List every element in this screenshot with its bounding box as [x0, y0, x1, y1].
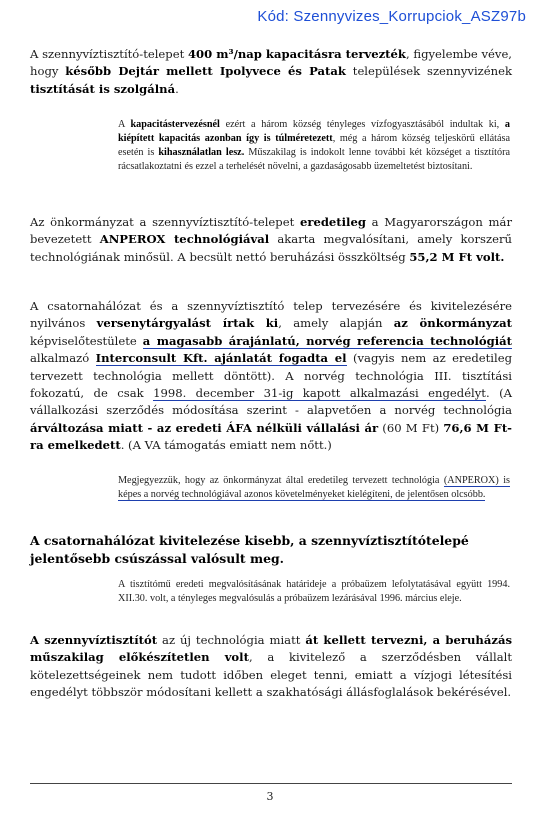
- underlined-span: 1998. december 31-ig kapott alkalmazási engedélyt: [153, 386, 486, 401]
- text-span: , a kivitelező a szerződésben vállalt kötelezettségeinek nem tudott időben eleget tenni, emiatt a vízjogi létesítési engedélyt többször módosítani kellett a szakhatósági állásfoglalások bekérésével.: [30, 650, 512, 700]
- text-span: akarta megvalósítani, amely korszerű technológiának minősül. A becsült nettó beruházási összköltség: [30, 232, 512, 264]
- text-span: települések szennyvizének: [345, 64, 512, 79]
- text-span: . (A vállalkozási szerződés módosítása szerint - alapvetően a norvég technológia: [30, 386, 512, 418]
- text-span: (60 M Ft): [378, 420, 444, 435]
- text-span: A szennyvíztisztító-telepet: [30, 47, 188, 61]
- text-span: ezért a három község tényleges vízfogyasztásából indultak ki,: [219, 119, 505, 130]
- text-span: Megjegyezzük, hogy az önkormányzat által eredetileg tervezett technológia: [118, 475, 444, 486]
- bold-span: ANPEROX technológiával: [99, 232, 270, 247]
- note-deadline: A tisztítómű eredeti megvalósításának határideje a próbaüzem lefolytatásával együtt 1994. XII.30. volt, a tényleges megvalósulás a próbaüzem lezárásával 1996. március eleje.: [118, 579, 510, 604]
- bold-span: 76,6 M Ft-ra emelkedett: [30, 420, 512, 453]
- text-span: , amely alapján: [278, 316, 394, 331]
- text-span: az új technológia miatt: [157, 633, 306, 647]
- text-span: .: [175, 81, 179, 96]
- text-span: képviselőtestülete: [30, 333, 143, 348]
- note-capacity-planning: [118, 118, 510, 174]
- text-span: Az önkormányzat a szennyvíztisztító-telepet: [30, 215, 300, 229]
- text-span: Műszakilag is indokolt lenne további két községet a tisztítóra rácsatlakoztatni és ezzel a terhelését növelni, a gazdaságosabb üzemeltetést biztosítani.: [118, 147, 510, 172]
- underlined-bold-span: a magasabb árajánlatú, norvég referencia technológiát: [142, 333, 513, 348]
- text-span: , figyelembe véve, hogy: [30, 47, 512, 79]
- underlined-span: (ANPEROX) is képes a norvég technológiával azonos követelményeket kielégíteni, de jelentősen olcsóbb.: [118, 475, 510, 500]
- text-span: a Magyarországon már bevezetett: [30, 215, 512, 247]
- bold-span: tisztítását is szolgálná: [30, 81, 176, 96]
- note-anperox: [118, 474, 510, 502]
- bold-span: kihasználatlan lesz.: [158, 147, 245, 158]
- text-span: A csatornahálózat és a szennyvíztisztító telep tervezésére és kivitelezésére nyilvános: [30, 299, 512, 331]
- bold-span: árváltozása miatt - az eredeti ÁFA nélküli vállalási ár: [30, 420, 379, 435]
- paragraph-tender: [30, 298, 512, 455]
- bold-span: eredetileg: [299, 215, 366, 229]
- underlined-bold-span: Interconsult Kft. ajánlatát fogadta el: [95, 351, 347, 366]
- paragraph-redesign: [30, 632, 512, 702]
- paragraph-capacity: [30, 46, 512, 98]
- heading-delay: A csatornahálózat kivitelezése kisebb, a szennyvíztisztítótelepé jelentősebb csúszással valósult meg.: [30, 533, 469, 566]
- text-span: (vagyis nem az eredetileg tervezett technológia mellett döntött). A norvég technológia III. tisztítási fokozatú, de csak: [30, 351, 512, 401]
- bold-span: a kiépített kapacitás azonban így is túlméretezett: [118, 119, 510, 144]
- text-span: alkalmazó: [30, 351, 96, 366]
- bold-span: A szennyvíztisztítót: [30, 633, 158, 647]
- page-number: 3: [266, 790, 274, 803]
- bold-span: később Dejtár mellett Ipolyvece és Patak: [65, 64, 346, 79]
- text-span: . (A VA támogatás emiatt nem nőtt.): [120, 438, 332, 453]
- bold-span: versenytárgyalást írtak ki: [96, 316, 279, 331]
- bold-span: 400 m³/nap kapacitásra tervezték: [187, 47, 406, 61]
- document-code-label: Kód: Szennyvizes_Korrupciok_ASZ97b: [257, 8, 526, 25]
- text-span: , még a három község teljeskörű ellátása esetén is: [118, 133, 510, 158]
- text-span: A: [118, 119, 131, 130]
- bold-span: 55,2 M Ft volt.: [409, 249, 505, 264]
- paragraph-original-technology: [30, 214, 512, 266]
- bold-span: át kellett tervezni, a beruházás műszakilag előkészítetlen volt: [30, 633, 512, 665]
- bold-span: kapacitástervezésnél: [130, 119, 220, 130]
- footer-divider: [30, 783, 512, 784]
- bold-span: az önkormányzat: [393, 316, 512, 331]
